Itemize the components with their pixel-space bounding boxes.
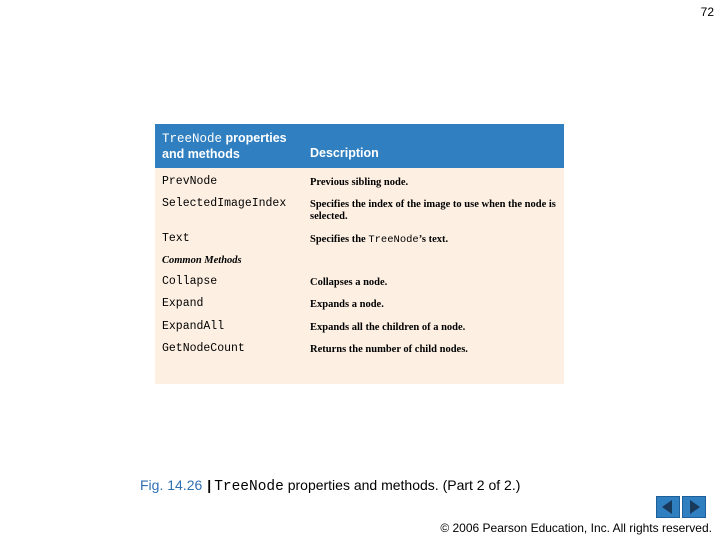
row-name: Collapse xyxy=(162,275,218,288)
row-description: Collapses a node. xyxy=(310,277,388,288)
row-name: SelectedImageIndex xyxy=(162,197,287,210)
header-col1-code: TreeNode xyxy=(162,132,223,146)
next-slide-button[interactable] xyxy=(682,496,706,518)
table-header xyxy=(155,124,564,168)
caption-text: properties and methods. (Part 2 of 2.) xyxy=(287,477,521,493)
copyright-notice: © 2006 Pearson Education, Inc. All rights reserved. xyxy=(440,521,712,535)
row-description xyxy=(310,234,562,246)
row-description: Specifies the index of the image to use when the node is selected. xyxy=(310,199,556,222)
row-name: Expand xyxy=(162,297,204,310)
row-description-code: TreeNode xyxy=(368,234,419,246)
triangle-right-icon xyxy=(683,497,705,517)
properties-table xyxy=(155,124,564,384)
row-name: GetNodeCount xyxy=(162,342,245,355)
row-description: Previous sibling node. xyxy=(310,177,409,188)
section-label: Common Methods xyxy=(162,255,242,266)
caption-code: TreeNode xyxy=(214,479,284,495)
header-col1 xyxy=(162,131,312,162)
row-description: Returns the number of child nodes. xyxy=(310,344,468,355)
triangle-left-icon xyxy=(657,497,679,517)
caption-separator: | xyxy=(207,477,212,493)
row-name: Text xyxy=(162,232,190,245)
figure-caption xyxy=(140,477,520,495)
row-description-before: Specifies the xyxy=(310,234,366,245)
previous-slide-button[interactable] xyxy=(656,496,680,518)
row-name: ExpandAll xyxy=(162,320,225,333)
header-col1-text: properties and methods xyxy=(162,131,287,161)
header-col2: Description xyxy=(310,146,379,160)
row-name: PrevNode xyxy=(162,175,218,188)
page-number: 72 xyxy=(700,5,714,19)
row-description: Expands a node. xyxy=(310,299,384,310)
caption-label: Fig. 14.26 xyxy=(140,477,203,493)
row-description: Expands all the children of a node. xyxy=(310,322,466,333)
row-description-after: ’s text. xyxy=(418,234,449,245)
